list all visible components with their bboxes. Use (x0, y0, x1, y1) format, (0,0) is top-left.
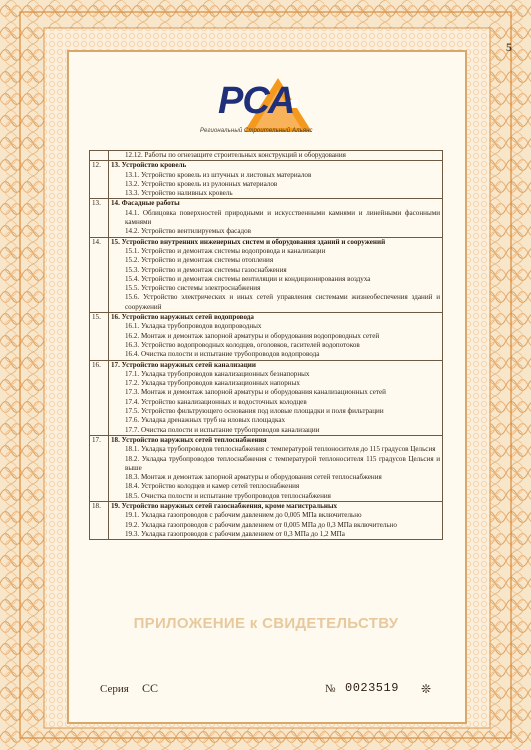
row-number: 13. (90, 199, 109, 237)
work-group-title: 17. Устройство наружных сетей канализации (111, 360, 256, 369)
work-group-title: 15. Устройство внутренних инженерных систем и оборудования зданий и сооружений (111, 237, 386, 246)
row-content (109, 237, 443, 312)
table-row (90, 199, 443, 237)
star-mark-icon: ❊ (421, 682, 432, 696)
work-item: 19.2. Укладка газопроводов с рабочим давлением от 0,005 МПа до 0,3 МПа включительно (125, 520, 397, 529)
work-item: 19.1. Укладка газопроводов с рабочим давлением до 0,005 МПа включительно (125, 511, 362, 520)
work-item: 15.5. Устройство системы электроснабжения (125, 284, 261, 293)
work-item: 15.4. Устройство и демонтаж системы вентиляции и кондиционирования воздуха (125, 274, 371, 283)
work-item: 16.1. Укладка трубопроводов водопроводных (125, 322, 262, 331)
row-number: 18. (90, 501, 109, 539)
work-group-title: 14. Фасадные работы (111, 199, 180, 208)
work-item: 19.3. Укладка газопроводов с рабочим давлением от 0,3 МПа до 1,2 МПа (125, 529, 345, 538)
work-group-title: 19. Устройство наружных сетей газоснабжения, кроме магистральных (111, 501, 338, 510)
page-number: 5 (506, 40, 512, 54)
work-item: 16.4. Очистка полости и испытание трубопроводов водопровода (125, 350, 320, 359)
work-item: 13.2. Устройство кровель из рулонных материалов (125, 179, 278, 188)
table-row (90, 161, 443, 199)
table-row (90, 151, 443, 161)
work-item: 18.3. Монтаж и демонтаж запорной арматуры и оборудования сетей теплоснабжения (125, 473, 382, 482)
appendix-stamp: ПРИЛОЖЕНИЕ к СВИДЕТЕЛЬСТВУ (133, 615, 399, 632)
row-content (109, 161, 443, 199)
logo-caption: Региональный Строительный Альянс (200, 128, 313, 134)
work-item: 18.2. Укладка трубопроводов теплоснабжения с температурой теплоносителя 115 градусов Цельсия и выше (125, 454, 440, 472)
work-item: 16.3. Устройство водопроводных колодцев, оголовков, гасителей водопотоков (125, 340, 360, 349)
row-number: 17. (90, 435, 109, 501)
table-row (90, 360, 443, 435)
row-content (109, 151, 443, 161)
work-item: 17.7. Очистка полости и испытание трубопроводов канализации (125, 425, 320, 434)
work-item: 15.6. Устройство электрических и иных сетей управления системами жизнеобеспечения зданий и сооружений (125, 293, 440, 311)
table-row (90, 435, 443, 501)
work-group-title: 18. Устройство наружных сетей теплоснабжения (111, 435, 267, 444)
work-group-title: 13. Устройство кровель (111, 161, 187, 170)
row-number: 15. (90, 313, 109, 360)
work-item: 15.2. Устройство и демонтаж системы отопления (125, 256, 274, 265)
rsa-logo-text: РСА (218, 80, 295, 122)
series-value: СС (142, 681, 159, 695)
row-content (109, 199, 443, 237)
number-label: № (325, 683, 336, 695)
table-row (90, 237, 443, 312)
row-content (109, 435, 443, 501)
row-content (109, 313, 443, 360)
work-item: 15.3. Устройство и демонтаж системы газоснабжения (125, 265, 287, 274)
certificate-number: 0023519 (345, 681, 399, 695)
work-item: 14.2. Устройство вентилируемых фасадов (125, 227, 251, 236)
row-number: 12. (90, 161, 109, 199)
work-item: 13.1. Устройство кровель из штучных и листовых материалов (125, 170, 312, 179)
work-group-title: 16. Устройство наружных сетей водопровода (111, 313, 254, 322)
row-number: 14. (90, 237, 109, 312)
row-number: 16. (90, 360, 109, 435)
work-item: 18.5. Очистка полости и испытание трубопроводов теплоснабжения (125, 491, 331, 500)
work-item: 17.1. Укладка трубопроводов канализационных безнапорных (125, 369, 310, 378)
work-item: 15.1. Устройство и демонтаж системы водопровода и канализации (125, 246, 326, 255)
work-item: 17.2. Укладка трубопроводов канализационных напорных (125, 379, 300, 388)
table-row (90, 501, 443, 539)
work-item: 12.12. Работы по огнезащите строительных конструкций и оборудования (125, 151, 346, 159)
row-content (109, 360, 443, 435)
series-label: Серия (100, 683, 129, 695)
work-item: 17.6. Укладка дренажных труб на иловых площадках (125, 416, 286, 425)
work-item: 17.3. Монтаж и демонтаж запорной арматуры и оборудования канализационных сетей (125, 388, 386, 397)
works-table (89, 150, 443, 540)
work-item: 18.1. Укладка трубопроводов теплоснабжения с температурой теплоносителя до 115 градусов Цельсия (125, 445, 436, 454)
work-item: 14.1. Облицовка поверхностей природными и искусственными камнями и линейными фасонными камнями (125, 208, 440, 227)
work-item: 13.3. Устройство наливных кровель (125, 189, 233, 198)
work-item: 18.4. Устройство колодцев и камер сетей теплоснабжения (125, 482, 300, 491)
work-item: 17.5. Устройство фильтрующего основания под иловые площадки и поля фильтрации (125, 407, 384, 416)
work-item: 17.4. Устройство канализационных и водосточных колодцев (125, 397, 307, 406)
row-content (109, 501, 443, 539)
table-row (90, 313, 443, 360)
row-number (90, 151, 109, 161)
work-item: 16.2. Монтаж и демонтаж запорной арматуры и оборудования водопроводных сетей (125, 331, 380, 340)
